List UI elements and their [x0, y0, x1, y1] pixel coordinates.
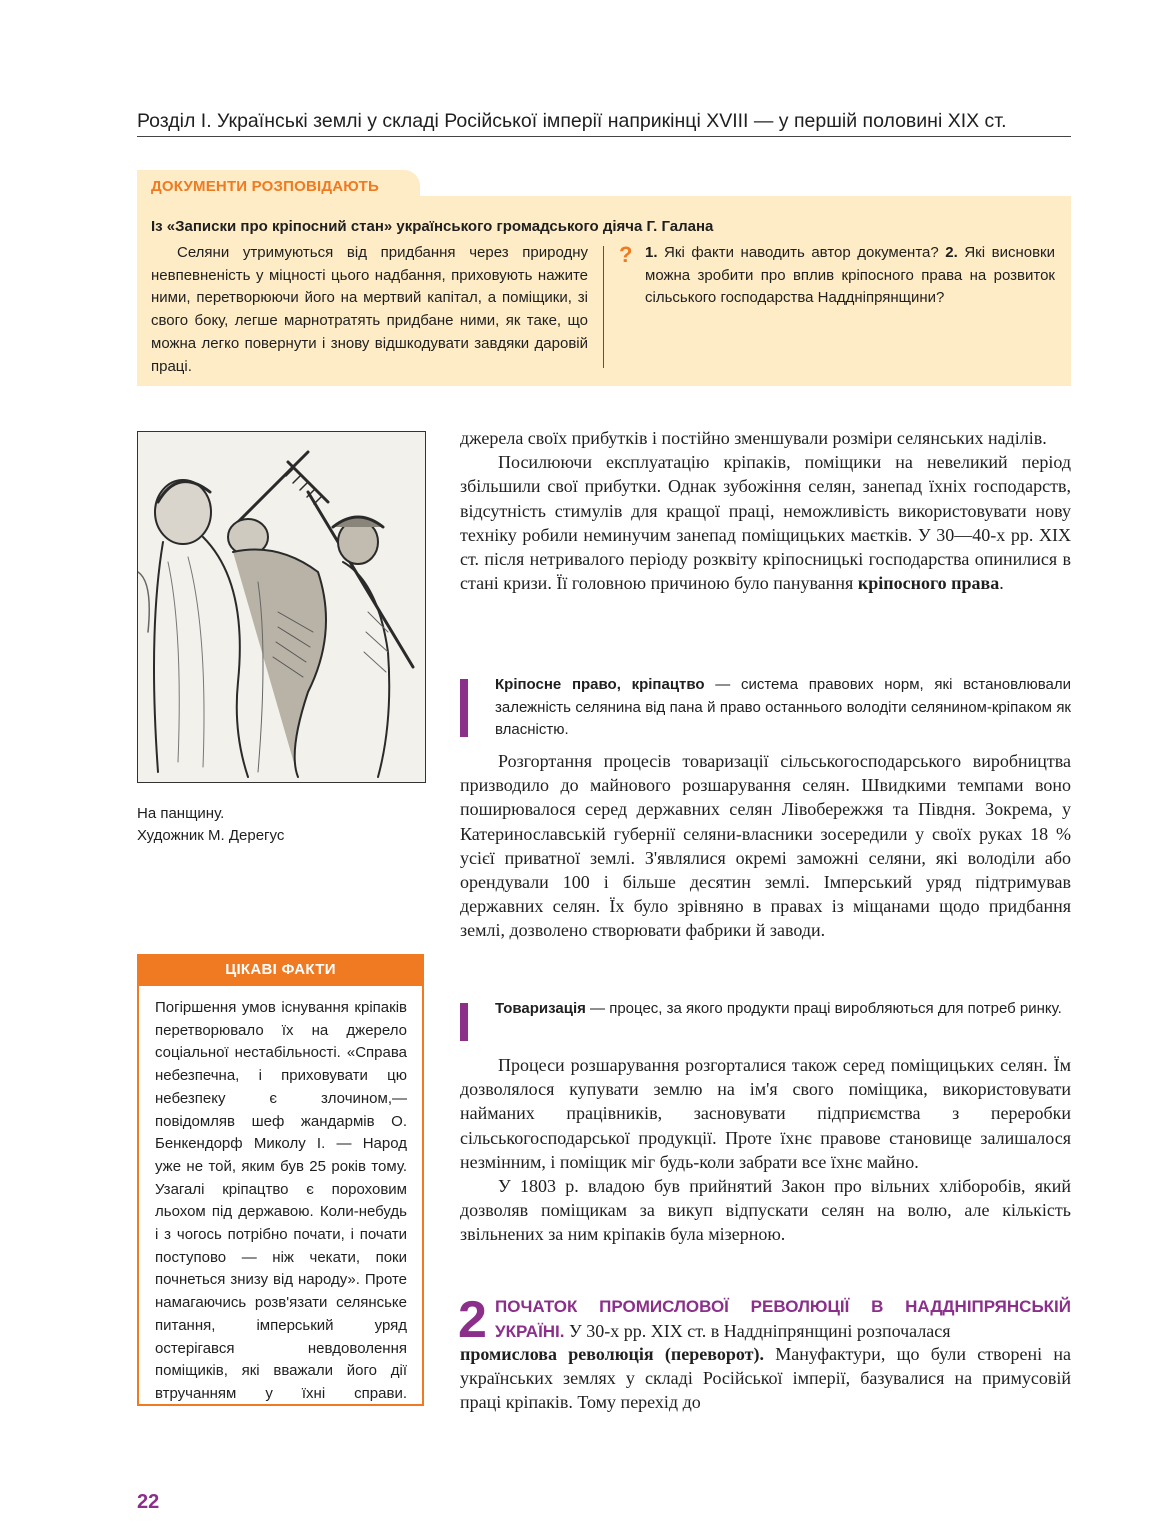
- paragraph-end: .: [999, 573, 1004, 594]
- question-1-number: 1.: [645, 244, 658, 261]
- caption-author: Художник М. Дерегус: [137, 827, 285, 844]
- question-icon: ?: [619, 242, 633, 267]
- documents-divider: [603, 246, 604, 368]
- definition-body: — процес, за якого продукти праці виробляються для потреб ринку.: [585, 1000, 1062, 1017]
- section-2-paragraph: [460, 1342, 1071, 1415]
- running-header: Розділ I. Українські землі у складі Російської імперії наприкінці XVIII — у першій половині XIX ст.: [137, 110, 1007, 132]
- question-2-text: Які висновки можна зробити про вплив кріпосного права на розвиток сільського господарства Наддніпрянщини?: [645, 244, 1055, 307]
- engraving-peasants-icon: [138, 432, 425, 782]
- main-text-block-1: [460, 426, 1071, 595]
- term-serfdom: кріпосного права: [857, 573, 1000, 594]
- section-2-body: [460, 1342, 1071, 1415]
- facts-text: Погіршення умов існування кріпаків перетворювало їх на джерело соціальної нестабільності. «Справа небезпечна, і приховувати цю небезпеку є злочином,— повідомляв шеф жандармів О. Бенкендорф Миколу I. — Народ уже не той, яким був 25 років тому. Узагалі кріпацтво є пороховим льохом під державою. Коли-небудь і з чогось потрібно почати, і почати поступово — ніж чекати, поки почнеться знизу від народу». Проте намагаючись розв'язати селянське питання, імперський уряд остерігався невдоволення поміщиків, які вважали його дії втручанням у їхні справи.: [155, 999, 407, 1402]
- section-number: 2: [458, 1291, 487, 1349]
- paragraph-exploitation-text: Посилюючи експлуатацію кріпаків, поміщики на невеликий період збільшили свої прибутки. Однак зубожіння селян, занепад їхніх господарств, відсутність стимулів для кращої праці, неможливість використовувати нову техніку робили неминучим занепад поміщицьких маєтків. У 30—40-х рр. XIX ст. після нетривалого періоду розквіту кріпосницькі господарства опинилися в стані кризи. Її головною причиною було панування: [460, 452, 1071, 594]
- facts-title: ЦІКАВІ ФАКТИ: [137, 954, 424, 986]
- main-text-block-2: [460, 749, 1071, 943]
- document-source: Із «Записки про кріпосний стан» українського громадського діяча Г. Галана: [151, 218, 714, 235]
- term-industrial-revolution: промислова революція (переворот).: [460, 1344, 764, 1364]
- definition-term: Товаризація: [495, 1000, 586, 1017]
- artwork-caption: [137, 803, 397, 847]
- definition-commodification: [495, 998, 1071, 1021]
- section-title: ПОЧАТОК ПРОМИСЛОВОЇ РЕВОЛЮЦІЇ В НАДДНІПРЯНСЬКІЙ УКРАЇНІ.: [495, 1297, 1071, 1342]
- page-number: 22: [137, 1491, 160, 1513]
- definition-serfdom: [495, 674, 1071, 742]
- paragraph-exploitation: [460, 450, 1071, 595]
- paragraph-continuation: джерела своїх прибутків і постійно зменшували розміри селянських наділів.: [460, 428, 1047, 448]
- caption-title: На панщину.: [137, 805, 225, 822]
- paragraph-free-farmers-law: У 1803 р. владою був прийнятий Закон про вільних хліборобів, який дозволяв поміщикам за викуп відпускати селян на волю, але кількість звільнених за ним кріпаків була мізерною.: [460, 1176, 1071, 1245]
- section-2-heading: [495, 1294, 1071, 1344]
- main-text-block-3: [460, 1053, 1071, 1247]
- paragraph-stratification: Процеси розшарування розгорталися також серед поміщицьких селян. Їм дозволялося купувати землю на ім'я свого поміщика, використовувати найманих працівників, засновувати підприємства з переробки сільськогосподарської продукції. Проте їхнє правове становище залишалося незмінним, і поміщик міг будь-коли забрати все їхнє майно.: [460, 1055, 1071, 1172]
- definition-body: — система правових норм, які встановлювали залежність селянина від пана й право останнього володіти селянином-кріпаком як власністю.: [495, 676, 1071, 739]
- document-questions: [645, 242, 1055, 310]
- question-1-text: Які факти наводить автор документа?: [657, 244, 946, 261]
- document-text: Селяни утримуються від придбання через природну невпевненість у міцності цього надбання, приховують нажите ними, перетворюючи його на мертвий капітал, а поміщики, зі свого боку, легше марнотратять придбане ними, як таке, що можна легко повернути і знову відшкодувати завдяки даровій праці.: [151, 244, 588, 375]
- header-rule: [137, 136, 1071, 137]
- definition-term: Кріпосне право, кріпацтво: [495, 676, 705, 693]
- documents-tab-label: ДОКУМЕНТИ РОЗПОВІДАЮТЬ: [151, 178, 379, 195]
- artwork-image: [137, 431, 426, 783]
- section-2-paragraph-text: Мануфактури, що були створені на українських землях у складі Російської імперії, базувалися на примусовій праці кріпаків. Тому перехід до: [460, 1344, 1072, 1413]
- definition-bar: [460, 679, 468, 737]
- question-2-number: 2.: [945, 244, 958, 261]
- paragraph-commodification: Розгортання процесів товаризації сільськогосподарського виробництва призводило до майнового розшарування селян. Швидкими темпами воно поширювалося серед державних селян Лівобережжя та Півдня. Зокрема, у Катеринославській губернії селяни-власники зосередили у своїх руках 18 % усієї приватної землі. З'являлися окремі заможні селяни, які володіли або орендували 100 і більше десятин землі. Імперський уряд підтримував державних селян. Їх було зрівняно в правах із міщанами щодо придбання землі, дозволено створювати фабрики й заводи.: [460, 751, 1071, 941]
- section-2-text: У 30-х рр. XIX ст. в Наддніпрянщині розпочалася: [564, 1321, 951, 1342]
- definition-bar: [460, 1003, 468, 1041]
